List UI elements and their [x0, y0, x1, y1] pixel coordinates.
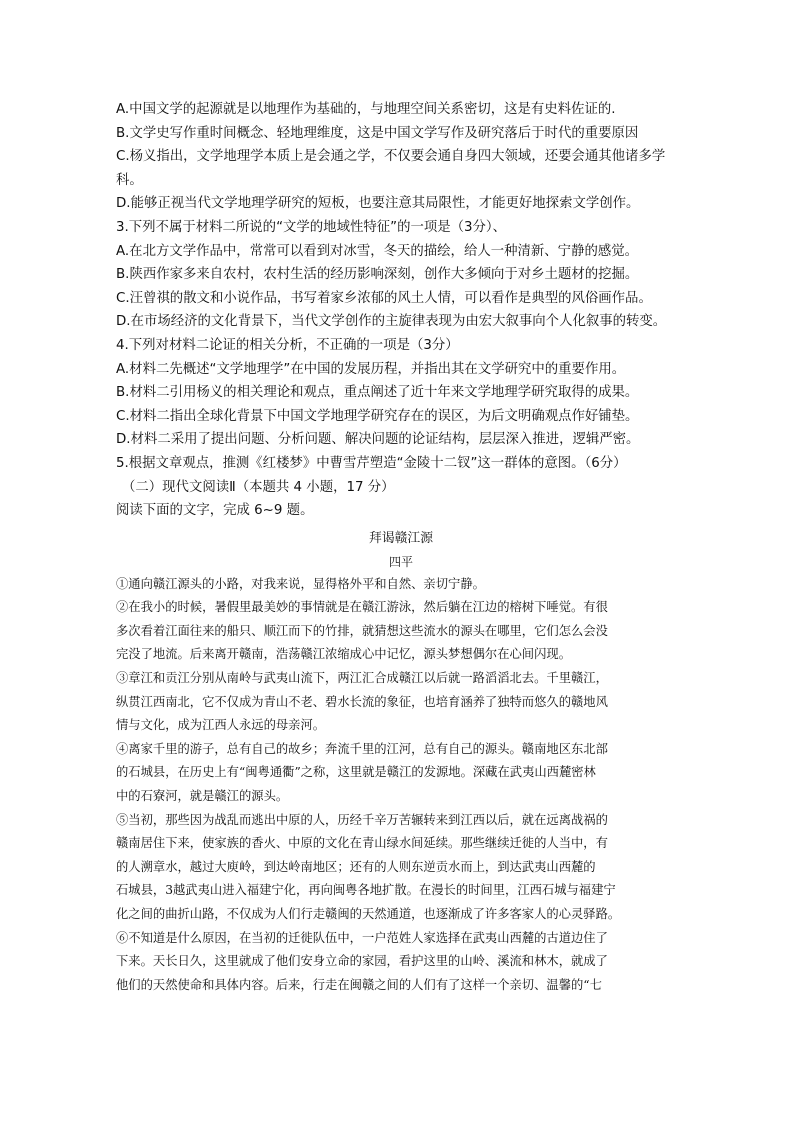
article-title: 拜谒赣江源	[369, 530, 433, 546]
article-line: 完没了地流。后来离开赣南，浩荡赣江浓缩成心中记忆，源头梦想偶尔在心间闪现。	[116, 647, 571, 662]
article-body	[116, 573, 686, 998]
article-line: ⑤当初，那些因为战乱而逃出中原的人，历经千辛万苦辗转来到江西以后，就在远离战祸的	[116, 812, 608, 827]
article-line: ①通向赣江源头的小路，对我来说，显得格外平和自然、亲切宁静。	[116, 576, 485, 591]
article-line: 石城县，3越武夷山进入福建宁化，再向闽粤各地扩散。在漫长的时间里，江西石城与福建宁	[116, 883, 616, 898]
q3-option-c: C.汪曾祺的散文和小说作品，书写着家乡浓郁的风土人情，可以看作是典型的风俗画作品。	[116, 290, 652, 306]
q2-option-c: C.杨义指出，文学地理学本质上是会通之学，不仅要会通自身四大领域，还要会通其他诸多学	[116, 149, 666, 165]
article-line: 纵贯江西南北，它不仅成为青山不老、碧水长流的象征，也培育涵养了独特而悠久的赣地风	[116, 694, 608, 709]
article-line: 的石城县，在历史上有“闽粤通衢”之称，这里就是赣江的发源地。深藏在武夷山西麓密林	[116, 765, 596, 780]
q2-option-a: A.中国文学的起源就是以地理作为基础的，与地理空间关系密切，这是有史料佐证的.	[116, 102, 616, 117]
article-line: ③章江和贡江分别从南岭与武夷山流下，两江汇合成赣江以后就一路滔滔北去。千里赣江，	[116, 671, 608, 686]
q2-option-d: D.能够正视当代文学地理学研究的短板，也要注意其局限性，才能更好地探索文学创作。	[116, 196, 640, 212]
article-line: 他们的天然使命和具体内容。后来，行走在闽赣之间的人们有了这样一个亲切、温馨的“七	[116, 977, 602, 992]
q3-option-b: B.陕西作家多来自农村，农村生活的经历影响深刻，创作大多倾向于对乡土题材的挖掘。	[116, 267, 639, 283]
reading-instruction: 阅读下面的文字，完成 6~9 题。	[116, 503, 314, 519]
article-line: 化之间的曲折山路，不仅成为人们行走赣闽的天然通道，也逐渐成了许多客家人的心灵驿路。	[116, 907, 621, 921]
section-header: （二）现代文阅读Ⅱ（本题共 4 小题，17 分）	[122, 479, 395, 495]
page-content	[116, 98, 686, 997]
article-line: 中的石寮河，就是赣江的源头。	[116, 789, 289, 804]
q4-option-b: B.材料二引用杨义的相关理论和观点，重点阐述了近十年来文学地理学研究取得的成果。	[116, 385, 639, 401]
article-author: 四平	[388, 554, 413, 569]
q4-option-a: A.材料二先概述“文学地理学”在中国的发展历程，并指出其在文学研究中的重要作用。	[116, 361, 626, 377]
q4-stem: 4.下列对材料二论证的相关分析，不正确的一项是（3分）	[116, 337, 459, 353]
q3-option-d: D.在市场经济的文化背景下，当代文学创作的主旋律表现为由宏大叙事向个人化叙事的转变。	[116, 314, 667, 330]
article-line: 下来。天长日久，这里就成了他们安身立命的家园，看护这里的山岭、溪流和林木，就成了	[116, 954, 608, 969]
article-line: ⑥不知道是什么原因，在当初的迁徙队伍中，一户范姓人家选择在武夷山西麓的古道边住了	[116, 930, 608, 945]
q3-option-a: A.在北方文学作品中，常常可以看到对冰雪，冬天的描绘，给人一种清新、宁静的感觉。	[116, 243, 639, 259]
article-line: 的人溯章水，越过大庾岭，到达岭南地区；还有的人则东逆贡水而上，到达武夷山西麓的	[116, 859, 596, 874]
article-line: 情与文化，成为江西人永远的母亲河。	[116, 718, 326, 733]
q2-option-c-cont: 科。	[116, 172, 143, 188]
q3-stem: 3.下列不属于材料二所说的“文学的地域性特征”的一项是（3分）、	[116, 219, 507, 235]
q4-option-c: C.材料二指出全球化背景下中国文学地理学研究存在的误区，为后文明确观点作好铺垫。	[116, 408, 639, 424]
article-line: ②在我小的时候，暑假里最美妙的事情就是在赣江游泳，然后躺在江边的榕树下唾觉。有很	[116, 600, 608, 615]
q4-option-d: D.材料二采用了提出问题、分析问题、解决问题的论证结构，层层深入推进，逻辑严密。	[116, 432, 640, 448]
article-line: ④离家千里的游子，总有自己的故乡；奔流千里的江河，总有自己的源头。赣南地区东北部	[116, 741, 608, 756]
q5-stem: 5.根据文章观点，推测《红楼梦》中曹雪芹塑造“金陵十二钗”这一群体的意图。（6分）	[116, 455, 627, 471]
q2-option-b: B.文学史写作重时间概念、轻地理维度，这是中国文学写作及研究落后于时代的重要原因	[116, 125, 639, 141]
article-line: 赣南居住下来，使家族的香火、中原的文化在青山绿水间延续。那些继续迁徙的人当中，有	[116, 836, 608, 851]
article-line: 多次看着江面往来的船只、顺江而下的竹排，就猜想这些流水的源头在哪里，它们怎么会没	[116, 623, 608, 638]
